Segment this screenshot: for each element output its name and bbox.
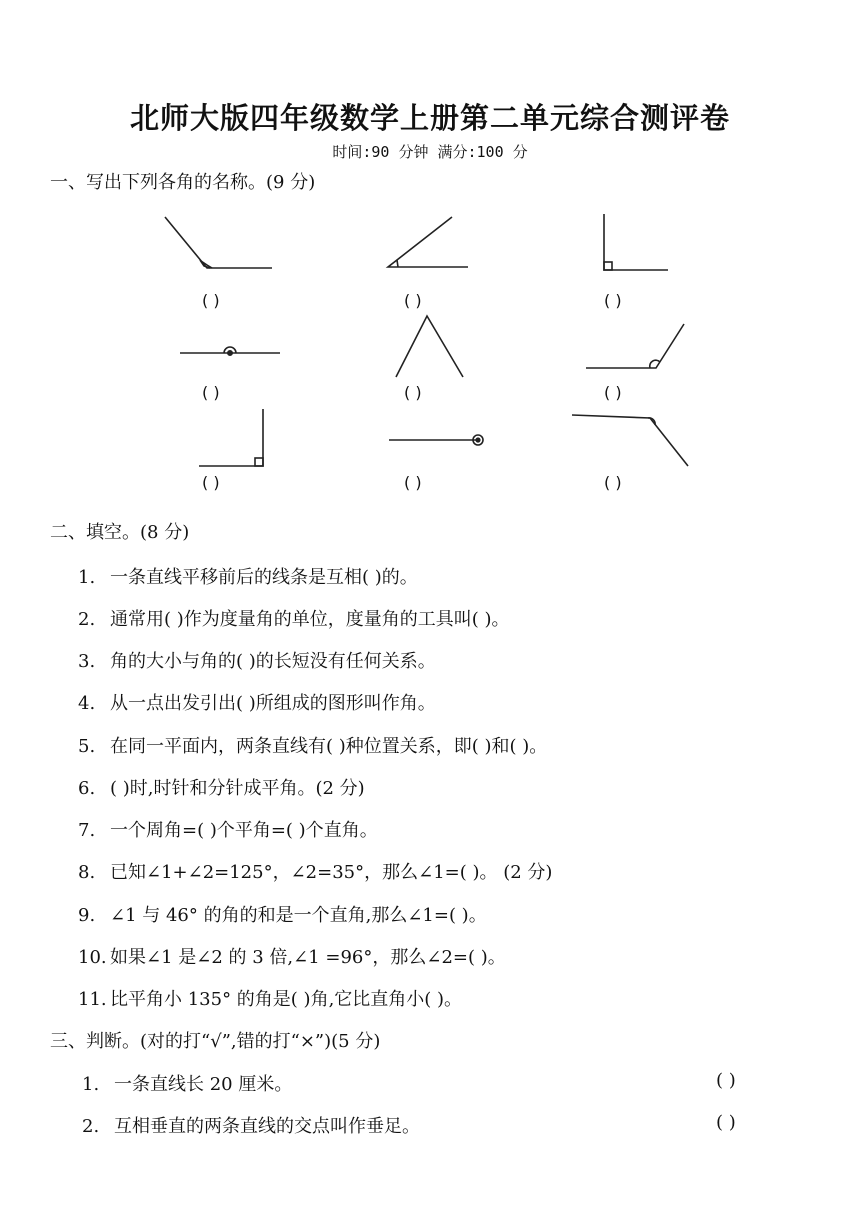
acute-angle-icon <box>388 217 468 267</box>
page-title: 北师大版四年级数学上册第二单元综合测评卷 <box>129 101 730 135</box>
obtuse-angle-icon <box>586 324 684 368</box>
section3-heading: 三、判断。(对的打“√”,错的打“×”)(5 分) <box>50 1031 381 1052</box>
answer-blank[interactable]: ( ) <box>404 473 422 492</box>
question-text: 比平角小 135° 的角是( )角,它比直角小( )。 <box>110 989 463 1010</box>
exam-info: 时间:90 分钟 满分:100 分 <box>332 143 528 161</box>
question-text: ( )时,时针和分针成平角。(2 分) <box>110 778 365 799</box>
acute-angle-icon <box>396 316 463 377</box>
question-text: 如果∠1 是∠2 的 3 倍,∠1 =96°，那么∠2=( )。 <box>110 947 506 968</box>
judgement-blank[interactable]: ( ) <box>716 1112 736 1133</box>
list-item: 11. 比平角小 135° 的角是( )角,它比直角小( )。 <box>78 989 463 1010</box>
list-item: 6. ( )时,时针和分针成平角。(2 分) <box>78 778 365 799</box>
answer-blank[interactable]: ( ) <box>604 383 622 402</box>
list-item: 3. 角的大小与角的( )的长短没有任何关系。 <box>78 651 436 672</box>
ray-icon <box>389 435 483 445</box>
answer-blank[interactable]: ( ) <box>202 383 220 402</box>
list-item: 4. 从一点出发引出( )所组成的图形叫作角。 <box>78 693 436 714</box>
answer-blank[interactable]: ( ) <box>202 473 220 492</box>
question-text: 在同一平面内，两条直线有( )种位置关系，即( )和( )。 <box>110 736 548 757</box>
question-text: 从一点出发引出( )所组成的图形叫作角。 <box>110 693 436 714</box>
right-angle-icon <box>199 409 263 466</box>
question-text: 一条直线长 20 厘米。 <box>114 1074 293 1095</box>
answer-blank[interactable]: ( ) <box>604 291 622 310</box>
question-text: 通常用( )作为度量角的单位，度量角的工具叫( )。 <box>110 609 510 630</box>
list-item: 1. 一条直线长 20 厘米。 <box>82 1074 293 1095</box>
obtuse-angle-icon <box>165 217 272 268</box>
list-item: 10. 如果∠1 是∠2 的 3 倍,∠1 =96°，那么∠2=( )。 <box>78 947 506 968</box>
question-text: 互相垂直的两条直线的交点叫作垂足。 <box>114 1116 420 1137</box>
section1-heading: 一、写出下列各角的名称。(9 分) <box>50 172 316 193</box>
list-item: 5. 在同一平面内，两条直线有( )种位置关系，即( )和( )。 <box>78 736 548 757</box>
question-text: 一个周角=( )个平角=( )个直角。 <box>110 820 378 841</box>
list-item: 2. 互相垂直的两条直线的交点叫作垂足。 <box>82 1116 420 1137</box>
list-item: 1. 一条直线平移前后的线条是互相( )的。 <box>78 567 418 588</box>
judgement-blank[interactable]: ( ) <box>716 1070 736 1091</box>
section2-heading: 二、填空。(8 分) <box>50 522 190 543</box>
list-item: 8. 已知∠1+∠2=125°，∠2=35°，那么∠1=( )。 (2 分) <box>78 862 553 883</box>
list-item: 2. 通常用( )作为度量角的单位，度量角的工具叫( )。 <box>78 609 510 630</box>
angle-figures <box>0 0 860 500</box>
answer-blank[interactable]: ( ) <box>404 291 422 310</box>
question-text: 角的大小与角的( )的长短没有任何关系。 <box>110 651 436 672</box>
list-item: 9. ∠1 与 46° 的角的和是一个直角,那么∠1=( )。 <box>78 905 487 926</box>
answer-blank[interactable]: ( ) <box>604 473 622 492</box>
answer-blank[interactable]: ( ) <box>404 383 422 402</box>
right-angle-icon <box>604 214 668 270</box>
question-text: 已知∠1+∠2=125°，∠2=35°，那么∠1=( )。 (2 分) <box>110 862 553 883</box>
straight-angle-icon <box>180 347 280 355</box>
question-text: 一条直线平移前后的线条是互相( )的。 <box>110 567 418 588</box>
obtuse-angle-icon <box>572 415 688 466</box>
answer-blank[interactable]: ( ) <box>202 291 220 310</box>
question-text: ∠1 与 46° 的角的和是一个直角,那么∠1=( )。 <box>110 905 487 926</box>
list-item: 7. 一个周角=( )个平角=( )个直角。 <box>78 820 378 841</box>
